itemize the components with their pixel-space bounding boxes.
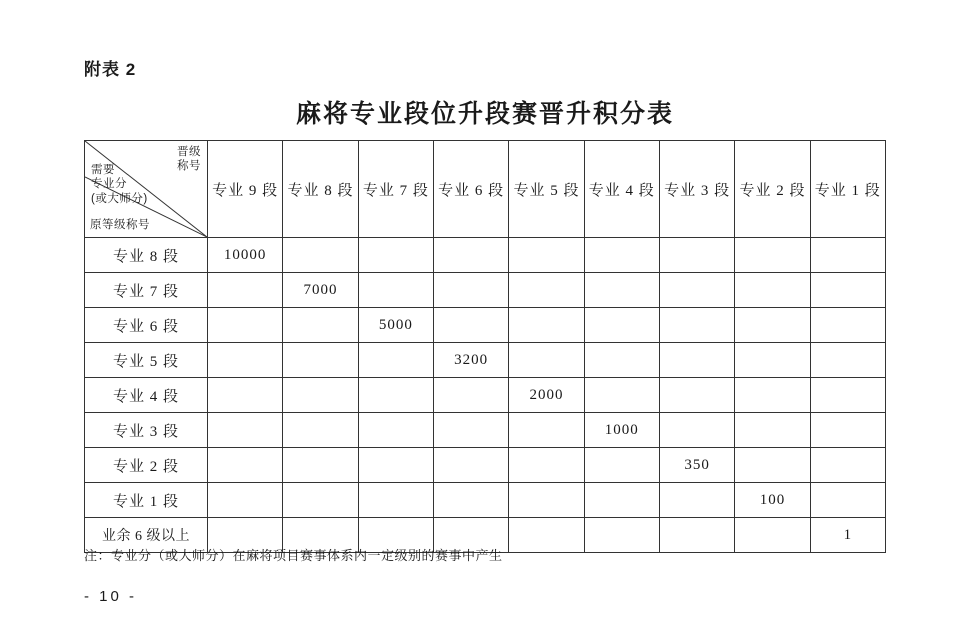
table-cell xyxy=(659,378,734,413)
column-header: 专业 3 段 xyxy=(659,141,734,238)
table-cell xyxy=(659,273,734,308)
corner-inner xyxy=(85,141,207,237)
table-cell xyxy=(433,483,508,518)
table-row xyxy=(85,343,886,378)
table-cell xyxy=(433,308,508,343)
row-header: 专业 5 段 xyxy=(85,343,208,378)
table-cell: 10000 xyxy=(208,238,283,273)
column-header: 专业 8 段 xyxy=(283,141,358,238)
table-cell xyxy=(735,378,810,413)
table-cell xyxy=(208,483,283,518)
table-cell xyxy=(208,413,283,448)
table-cell xyxy=(208,343,283,378)
table-cell xyxy=(283,308,358,343)
corner-label-required-points xyxy=(91,163,148,206)
corner-required-line1: 需要 xyxy=(91,164,115,176)
row-header: 业余 6 级以上 xyxy=(85,518,208,553)
table-cell xyxy=(810,448,885,483)
table-cell xyxy=(659,238,734,273)
row-header: 专业 4 段 xyxy=(85,378,208,413)
table-cell xyxy=(283,448,358,483)
page-title: 麻将专业段位升段赛晋升积分表 xyxy=(295,100,674,128)
table-cell: 5000 xyxy=(358,308,433,343)
table-cell xyxy=(584,273,659,308)
table-corner-header xyxy=(85,141,208,238)
table-cell xyxy=(433,448,508,483)
table-cell xyxy=(810,378,885,413)
table-cell: 100 xyxy=(735,483,810,518)
table-cell xyxy=(433,273,508,308)
table-cell xyxy=(735,343,810,378)
table-cell xyxy=(509,483,584,518)
column-header: 专业 6 段 xyxy=(433,141,508,238)
table-row xyxy=(85,483,886,518)
table-row xyxy=(85,308,886,343)
table-cell xyxy=(509,413,584,448)
table-body xyxy=(85,141,886,553)
column-header: 专业 5 段 xyxy=(509,141,584,238)
table-cell xyxy=(433,413,508,448)
table-cell xyxy=(584,518,659,553)
table-cell xyxy=(810,238,885,273)
table-cell xyxy=(810,308,885,343)
table-cell xyxy=(509,308,584,343)
column-header: 专业 2 段 xyxy=(735,141,810,238)
row-header: 专业 7 段 xyxy=(85,273,208,308)
table-cell: 2000 xyxy=(509,378,584,413)
table-cell xyxy=(358,413,433,448)
column-header: 专业 9 段 xyxy=(208,141,283,238)
column-header: 专业 4 段 xyxy=(584,141,659,238)
row-header: 专业 6 段 xyxy=(85,308,208,343)
table-cell xyxy=(208,273,283,308)
table-cell xyxy=(584,378,659,413)
table-row xyxy=(85,273,886,308)
table-row xyxy=(85,238,886,273)
column-header: 专业 7 段 xyxy=(358,141,433,238)
table-cell xyxy=(659,518,734,553)
table-cell xyxy=(509,448,584,483)
promotion-score-table xyxy=(84,140,886,553)
row-header: 专业 2 段 xyxy=(85,448,208,483)
table-cell xyxy=(358,343,433,378)
table-cell: 1000 xyxy=(584,413,659,448)
table-cell xyxy=(509,343,584,378)
table-cell: 350 xyxy=(659,448,734,483)
table-cell: 7000 xyxy=(283,273,358,308)
table-cell xyxy=(659,413,734,448)
table-cell xyxy=(584,483,659,518)
row-header: 专业 3 段 xyxy=(85,413,208,448)
table-cell xyxy=(283,413,358,448)
table-cell xyxy=(433,378,508,413)
table-cell xyxy=(810,343,885,378)
table-cell xyxy=(509,273,584,308)
table-header-row xyxy=(85,141,886,238)
table-cell xyxy=(509,238,584,273)
table-cell xyxy=(208,378,283,413)
table-cell xyxy=(584,343,659,378)
table-cell xyxy=(735,518,810,553)
table-cell xyxy=(584,308,659,343)
table-row xyxy=(85,413,886,448)
table-note: 注：专业分（或大师分）在麻将项目赛事体系内一定级别的赛事中产生 xyxy=(84,548,503,563)
page-number: - 10 - xyxy=(84,588,138,605)
table-cell xyxy=(433,238,508,273)
score-table-wrapper xyxy=(84,140,886,553)
table-cell xyxy=(358,273,433,308)
table-cell xyxy=(584,238,659,273)
row-header: 专业 1 段 xyxy=(85,483,208,518)
table-cell xyxy=(283,343,358,378)
table-cell xyxy=(735,448,810,483)
corner-promotion-line2: 称号 xyxy=(177,160,201,173)
column-header: 专业 1 段 xyxy=(810,141,885,238)
table-cell xyxy=(659,343,734,378)
table-cell xyxy=(735,308,810,343)
corner-required-line2: 专业分 xyxy=(91,178,127,191)
corner-required-line3: (或大师分) xyxy=(91,192,148,205)
row-header: 专业 8 段 xyxy=(85,238,208,273)
table-cell: 1 xyxy=(810,518,885,553)
table-cell xyxy=(659,483,734,518)
table-cell xyxy=(358,448,433,483)
table-cell xyxy=(584,448,659,483)
corner-promotion-line1: 晋级 xyxy=(177,146,201,158)
table-cell: 3200 xyxy=(433,343,508,378)
table-cell xyxy=(810,483,885,518)
table-cell xyxy=(735,413,810,448)
table-cell xyxy=(208,448,283,483)
table-cell xyxy=(208,308,283,343)
table-cell xyxy=(358,238,433,273)
table-cell xyxy=(358,378,433,413)
table-cell xyxy=(283,378,358,413)
table-cell xyxy=(509,518,584,553)
table-cell xyxy=(735,273,810,308)
table-cell xyxy=(659,308,734,343)
table-cell xyxy=(283,483,358,518)
table-row xyxy=(85,448,886,483)
table-row xyxy=(85,378,886,413)
corner-label-original-rank: 原等级称号 xyxy=(90,218,150,231)
table-cell xyxy=(810,413,885,448)
appendix-label: 附表 2 xyxy=(84,60,137,79)
corner-label-promotion xyxy=(177,145,201,174)
table-cell xyxy=(283,238,358,273)
table-cell xyxy=(735,238,810,273)
table-cell xyxy=(358,483,433,518)
table-cell xyxy=(810,273,885,308)
